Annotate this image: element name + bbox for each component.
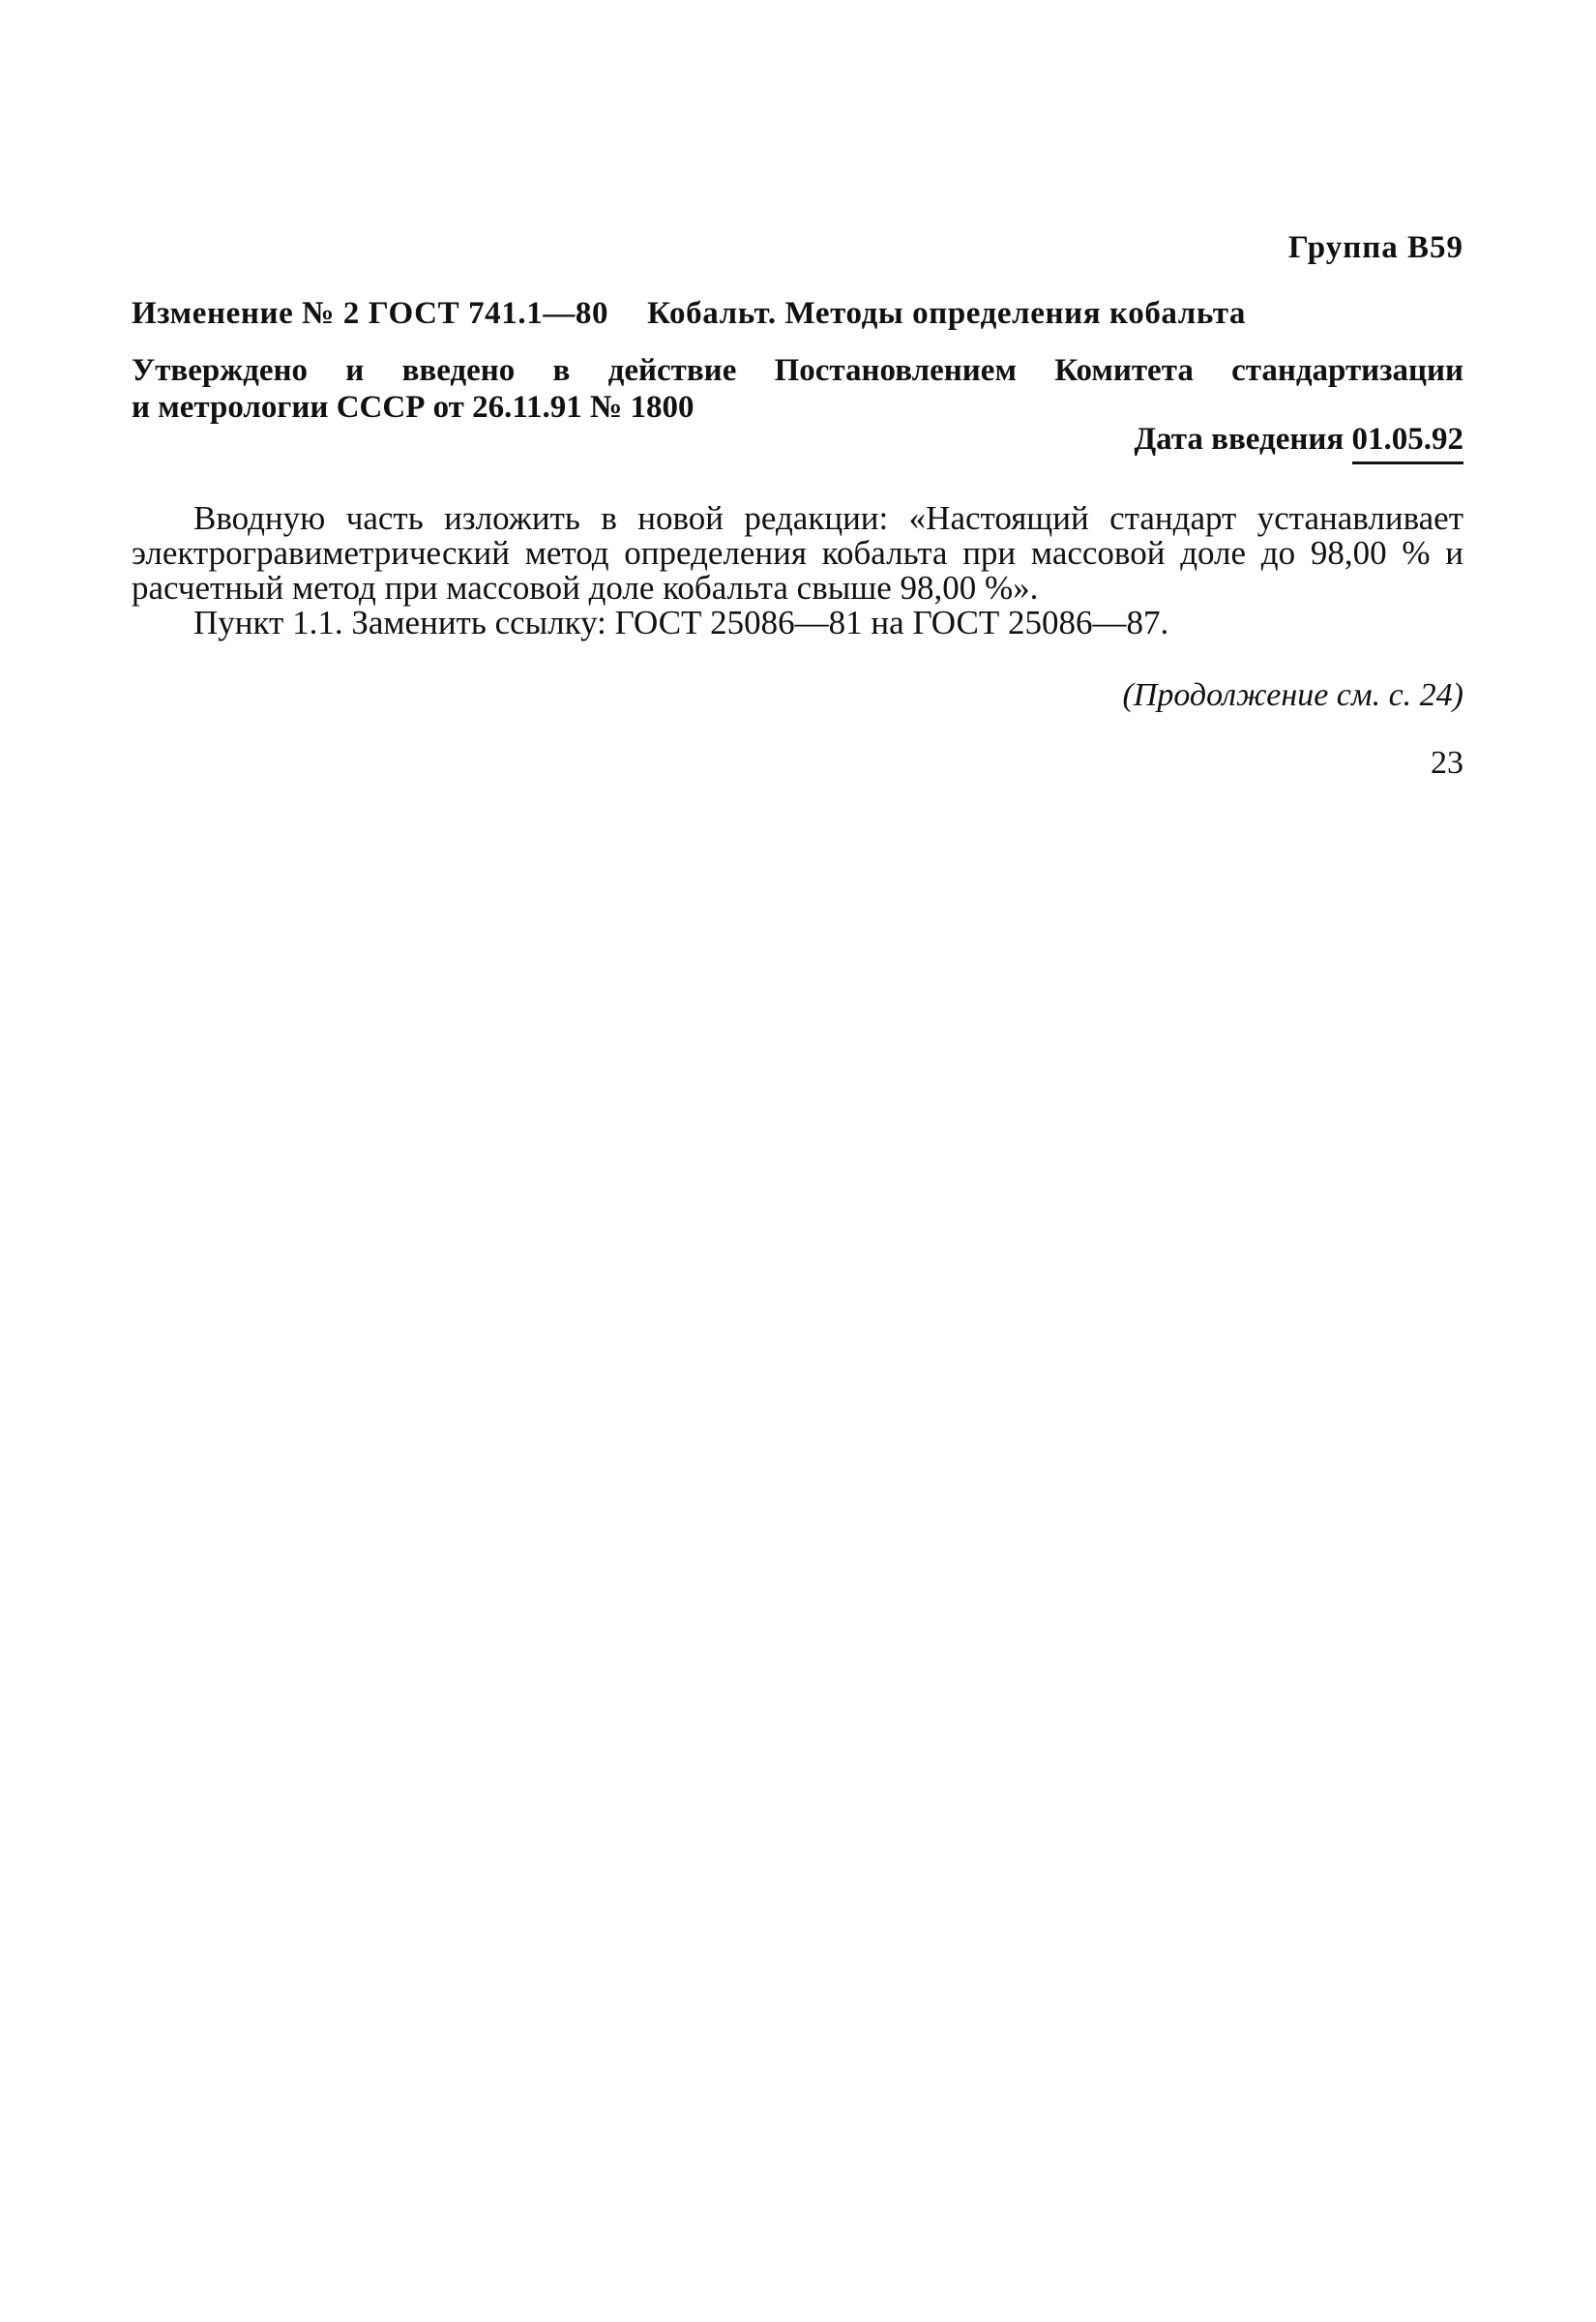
amendment-heading — [132, 296, 1246, 332]
introduction-date-value: 01.05.92 — [1352, 422, 1464, 464]
group-code: Группа В59 — [1287, 230, 1463, 265]
continuation-note: (Продолжение см. с. 24) — [1122, 677, 1463, 713]
page-number: 23 — [1431, 745, 1463, 781]
amendment-number: Изменение № 2 ГОСТ 741.1—80 — [132, 296, 609, 331]
amendment-title: Кобальт. Методы определения кобальта — [647, 296, 1247, 331]
approval-line-2: и метрологии СССР от 26.11.91 № 1800 — [132, 390, 695, 425]
approval-line-1: Утверждено и введено в действие Постановлением Комитета стандартизации — [132, 353, 1463, 388]
paragraph-introduction: Вводную часть изложить в новой редакции: «Настоящий стандарт устанавливает электрогравиметрический метод определения кобальта при массовой доле до 98,00 % и расчетный метод при массовой доле кобальта свыше 98,00 %». — [132, 499, 1463, 607]
introduction-date-label: Дата введения — [1134, 422, 1345, 457]
paragraph-clause-1-1: Пункт 1.1. Заменить ссылку: ГОСТ 25086—81 на ГОСТ 25086—87. — [193, 604, 1169, 641]
approval-statement — [132, 352, 1463, 426]
introduction-date — [1134, 422, 1463, 464]
amendment-body — [132, 501, 1463, 640]
